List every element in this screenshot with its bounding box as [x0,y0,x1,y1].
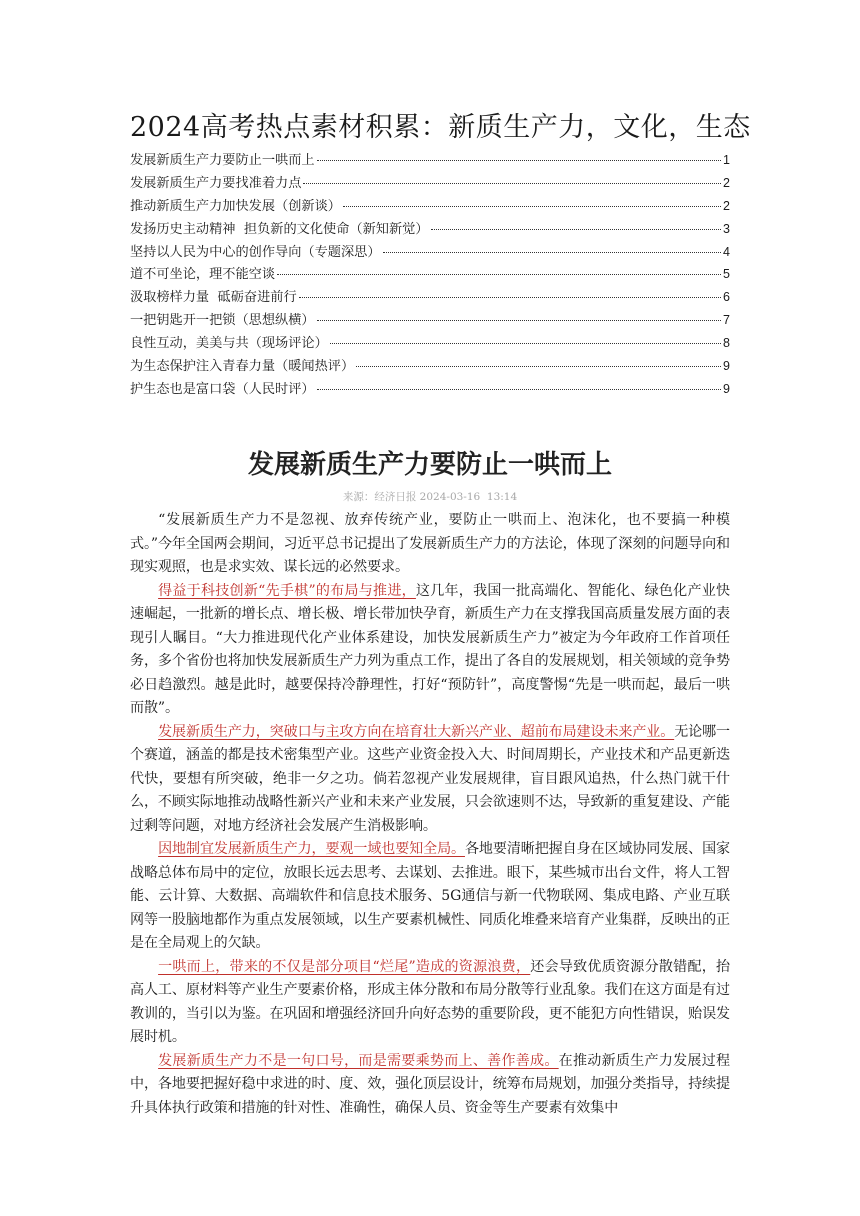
toc-item-page: 5 [723,267,730,282]
toc-item-title: 发展新质生产力要找准着力点 [130,175,302,191]
toc-item[interactable] [130,332,730,355]
toc-leader-dots [383,252,721,253]
toc-item-title: 坚持以人民为中心的创作导向（专题深思） [130,244,381,260]
toc-item-title: 为生态保护注入青春力量（暖闻热评） [130,359,355,375]
paragraph-text: “发展新质生产力不是忽视、放弃传统产业，要防止一哄而上、泡沫化，也不要搞一种模式。”今年全国两会期间，习近平总书记提出了发展新质生产力的方法论，体现了深刻的问题导向和现实观照，也是求实效、谋长远的必然要求。 [130,512,730,575]
highlighted-sentence: 因地制宜发展新质生产力，要观一域也要知全局。 [158,841,465,857]
toc-leader-dots [303,183,721,184]
toc-item-page: 2 [723,198,730,213]
document-title: 2024高考热点素材积累：新质生产力，文化，生态 [130,112,751,143]
highlighted-sentence: 发展新质生产力不是一句口号，而是需要乘势而上、善作善成。 [158,1052,559,1069]
toc-item[interactable] [130,218,730,241]
toc-item[interactable] [130,309,730,332]
table-of-contents [130,149,730,401]
toc-item[interactable] [130,241,730,264]
toc-item-title: 汲取榜样力量 砥砺奋进前行 [130,290,297,306]
toc-leader-dots [431,229,722,230]
toc-item-page: 6 [723,290,730,305]
toc-item-title: 发展新质生产力要防止一哄而上 [130,153,315,168]
toc-leader-dots [343,206,721,207]
toc-item[interactable] [130,378,730,401]
highlighted-sentence: 得益于科技创新“先手棋”的布局与推进， [158,582,416,599]
toc-leader-dots [317,160,721,161]
paragraph-text: 这几年，我国一批高端化、智能化、绿色化产业快速崛起，一批新的增长点、增长极、增长带加快孕育，新质生产力在支撑我国高质量发展方面的表现引人瞩目。“大力推进现代化产业体系建设，加快发展新质生产力”被定为今年政府工作首项任务，多个省份也将加快发展新质生产力列为重点工作，提出了各自的发展规划，相关领域的竞争势必日趋激烈。越是此时，越要保持冷静理性，打好“预防针”，高度警惕“先是一哄而起，最后一哄而散”。 [130,582,730,716]
toc-item-page: 2 [723,175,730,190]
toc-item[interactable] [130,286,730,309]
toc-item-title: 一把钥匙开一把锁（思想纵横） [130,313,315,329]
toc-leader-dots [299,297,721,298]
paragraph [130,838,730,956]
toc-leader-dots [317,389,721,390]
toc-item-title: 发扬历史主动精神 担负新的文化使命（新知新觉） [130,221,429,237]
highlighted-sentence: 发展新质生产力，突破口与主攻方向在培育壮大新兴产业、超前布局建设未来产业。 [158,723,675,740]
toc-item[interactable] [130,355,730,378]
paragraph-text: 无论哪一个赛道，涵盖的都是技术密集型产业。这些产业资金投入大、时间周期长，产业技术和产品更新迭代快，要想有所突破，绝非一夕之功。倘若忽视产业发展规律，盲目跟风追热，什么热门就干什么，不顾实际地推动战略性新兴产业和未来产业发展，只会欲速则不达，导致新的重复建设、产能过剩等问题，对地方经济社会发展产生消极影响。 [130,723,730,834]
toc-item-title: 护生态也是富口袋（人民时评） [130,381,315,397]
article-source: 来源：经济日报 2024-03-16 13:14 [342,491,518,503]
article-body [130,509,730,1120]
toc-leader-dots [317,320,721,321]
toc-item-page: 9 [723,359,730,374]
toc-leader-dots [330,343,721,344]
paragraph [130,721,730,839]
toc-item[interactable] [130,195,730,218]
paragraph [130,956,730,1050]
paragraph-text: 在推动新质生产力发展过程中，各地要把握好稳中求进的时、度、效，强化顶层设计，统筹布局规划，加强分类指导，持续提升具体执行政策和措施的针对性、准确性，确保人员、资金等生产要素有效集中 [130,1052,730,1116]
toc-item-page: 4 [723,244,730,259]
toc-item-page: 1 [723,153,730,167]
toc-item-page: 7 [723,313,730,328]
paragraph-text: 还会导致优质资源分散错配，抬高人工、原材料等产业生产要素价格，形成主体分散和布局分散等行业乱象。我们在这方面是有过教训的，当引以为鉴。在巩固和增强经济回升向好态势的重要阶段，更不能犯方向性错误，贻误发展时机。 [130,958,730,1045]
paragraph [130,509,730,580]
toc-item-title: 推动新质生产力加快发展（创新谈） [130,198,341,214]
toc-item[interactable] [130,149,730,172]
toc-item-title: 道不可坐论，理不能空谈 [130,267,276,283]
paragraph [130,1050,730,1121]
toc-item-page: 3 [723,221,730,236]
highlighted-sentence: 一哄而上，带来的不仅是部分项目“烂尾”造成的资源浪费， [158,958,531,975]
paragraph-text: 各地要清晰把握自身在区域协同发展、国家战略总体布局中的定位，放眼长远去思考、去谋划、去推进。眼下，某些城市出台文件，将人工智能、云计算、大数据、高端软件和信息技术服务、5G通信与新一代物联网、集成电路、产业互联网等一股脑地都作为重点发展领域，以生产要素机械性、同质化堆叠来培育产业集群，反映出的正是在全局观上的欠缺。 [130,841,730,951]
paragraph [130,580,730,721]
toc-item[interactable] [130,172,730,195]
toc-item-page: 8 [723,336,730,351]
toc-leader-dots [277,274,721,275]
toc-leader-dots [356,366,721,367]
toc-item-page: 9 [723,381,730,396]
toc-item-title: 良性互动，美美与共（现场评论） [130,336,328,352]
article-title: 发展新质生产力要防止一哄而上 [247,450,612,480]
toc-item[interactable] [130,263,730,286]
